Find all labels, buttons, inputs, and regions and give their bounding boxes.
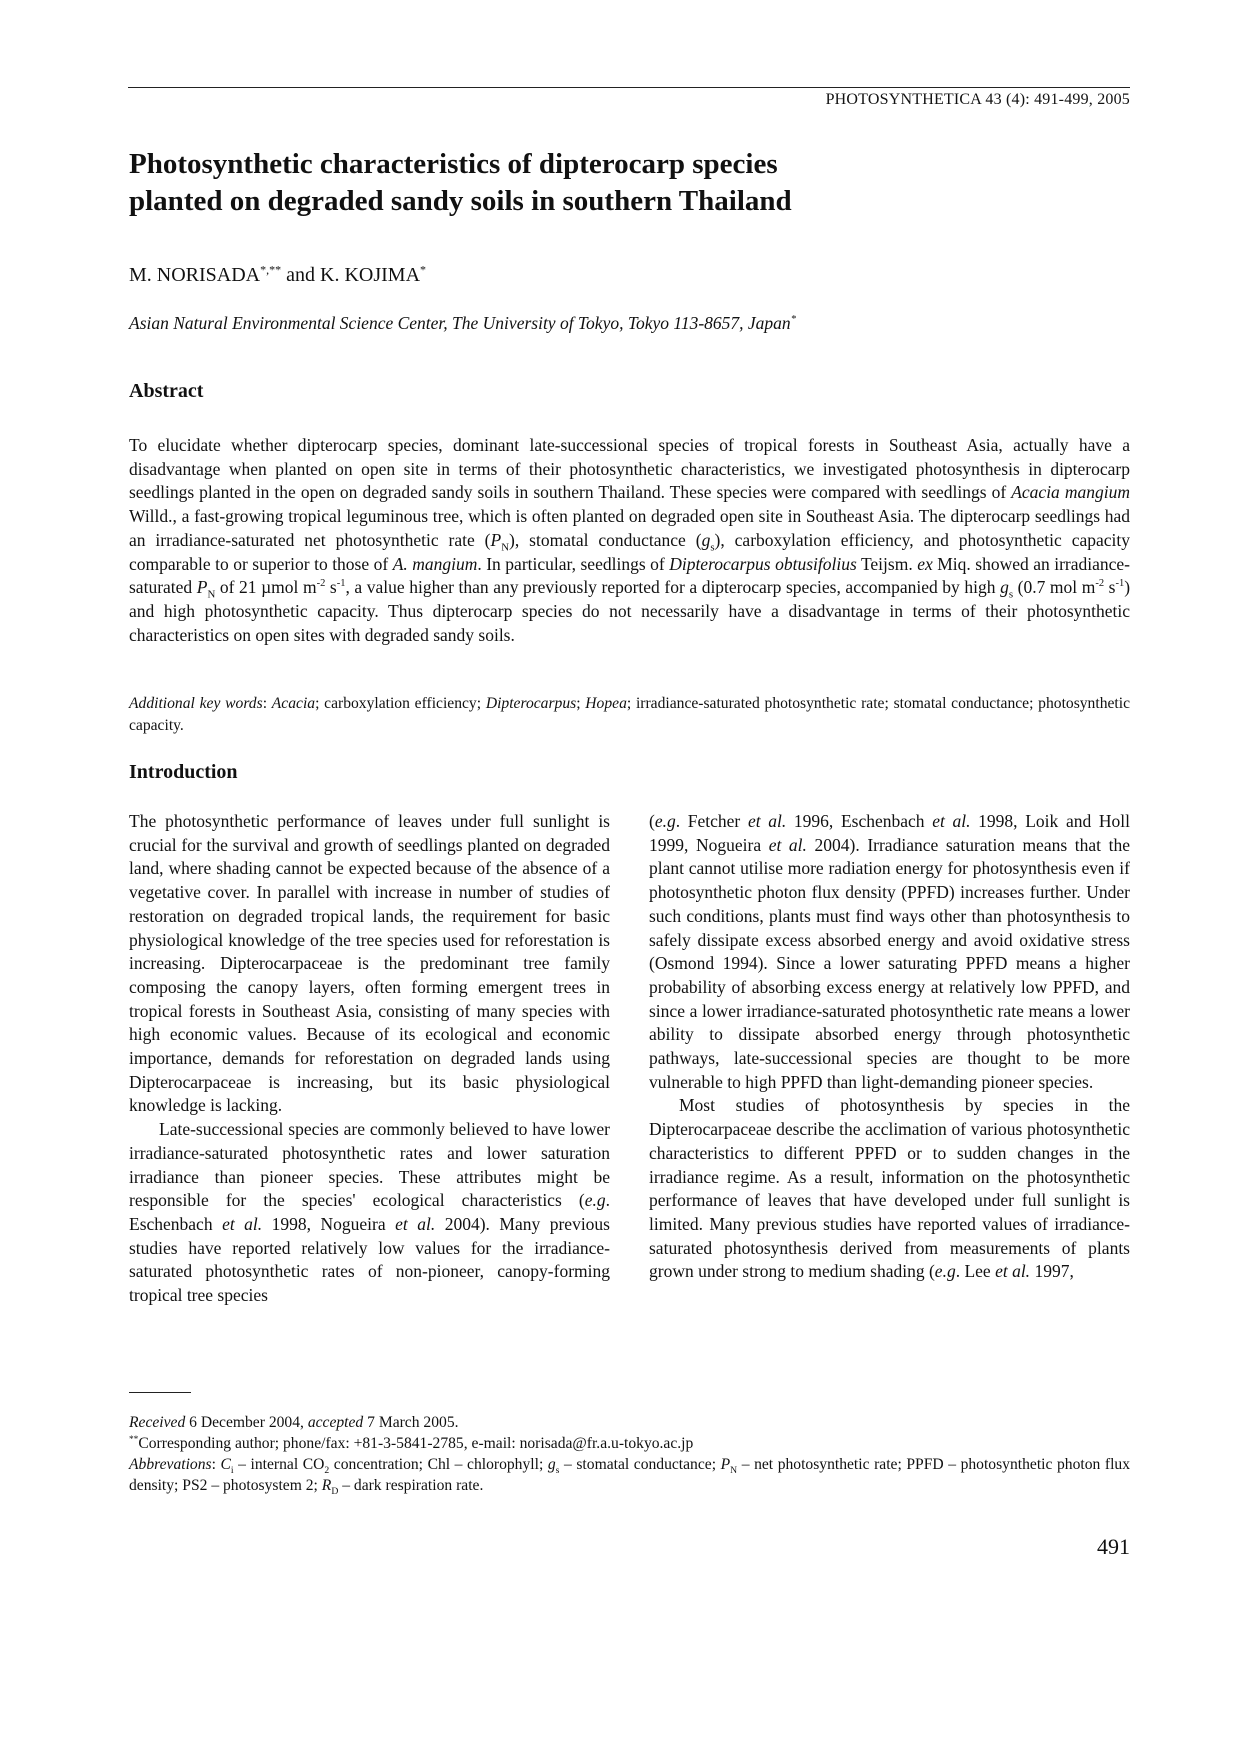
- intro-paragraph-1: The photosynthetic performance of leaves under full sunlight is crucial for the survival and growth of seedlings planted on degraded land, where shading cannot be expected because of the absence of a vegetative cover. In parallel with increase in number of studies of restoration on degraded tropical lands, the requirement for basic physiological knowledge of the tree species used for reforestation is increasing. Dipterocarpaceae is the predominant tree family composing the canopy layers, often forming emergent trees in tropical forests in Southeast Asia, consisting of many species with high economic values. Because of its ecological and economic importance, demands for reforestation on degraded lands using Dipterocarpaceae is increasing, but its basic physiological knowledge is lacking.: [129, 811, 610, 1116]
- author-1: M. NORISADA: [129, 264, 261, 286]
- author-1-marks: *,**: [260, 262, 282, 277]
- title-line-2: planted on degraded sandy soils in southern Thailand: [129, 185, 792, 217]
- abstract-heading: Abstract: [129, 380, 204, 402]
- journal-citation: PHOTOSYNTHETICA 43 (4): 491-499, 2005: [825, 91, 1130, 108]
- intro-paragraph-3: Most studies of photosynthesis by species in the Dipterocarpaceae describe the acclimation of various photosynthetic characteristics to different PPFD or to sudden changes in the irradiance regime. As a result, information on the photosynthetic performance of leaves that have developed under full sunlight is limited. Many previous studies have reported values of irradiance-saturated photosynthesis derived from measurements of plants grown under strong to medium shading (e.g. Lee et al. 1997,: [649, 1095, 1130, 1282]
- footnote-abbreviations: Abbrevations: $C_i$ – internal $CO_2$ concentration; Chl – chlorophyll; $g_s$ – stomatal conductance; $P_N$ – net photosynthetic rate; PPFD – photosynthetic photon flux density; PS2 – photosystem 2; $R_D$ – dark respiration rate.: [129, 1456, 1130, 1498]
- article-title: [129, 146, 1029, 220]
- author-2: K. KOJIMA: [320, 264, 421, 286]
- header-rule: [128, 87, 1130, 88]
- title-line-1: Photosynthetic characteristics of dipterocarp species: [129, 148, 778, 180]
- introduction-heading: Introduction: [129, 761, 238, 783]
- footnote-corresponding: **Corresponding author; phone/fax: +81-3-5841-2785, e-mail: norisada@fr.a.u-tokyo.ac.jp: [129, 1434, 694, 1452]
- keywords: Additional key words: Acacia; carboxylation efficiency; Dipterocarpus; Hopea; irradiance-saturated photosynthetic rate; stomatal conductance; photosynthetic capacity.: [129, 695, 1130, 734]
- footnotes: [129, 1412, 1130, 1496]
- footnote-rule: [129, 1392, 191, 1393]
- author-conjunction: and: [281, 264, 321, 286]
- page-number: 491: [1097, 1534, 1130, 1559]
- intro-column-right: [649, 810, 1130, 1284]
- author-2-marks: *: [420, 262, 427, 277]
- affiliation: [129, 313, 796, 334]
- intro-column-left: [129, 810, 610, 1308]
- intro-paragraph-2-cont: (e.g. Fetcher et al. 1996, Eschenbach et al. 1998, Loik and Holl 1999, Nogueira et al. 2004). Irradiance saturation means that the plant cannot utilise more radiation energy for photosynthesis even if photosynthetic photon flux density (PPFD) increases further. Under such conditions, plants must find ways other than photosynthesis to safely dissipate excess absorbed energy and avoid oxidative stress (Osmond 1994). Since a lower saturating PPFD means a higher probability of absorbing excess energy at relatively low PPFD, and since a lower irradiance-saturated photosynthetic rate means a lower ability to dissipate absorbed energy through photosynthetic pathways, late-successional species are thought to be more vulnerable to high PPFD than light-demanding pioneer species.: [649, 811, 1130, 1092]
- affiliation-text: Asian Natural Environmental Science Center, The University of Tokyo, Tokyo 113-8657, Japan: [129, 313, 791, 333]
- authors: [129, 264, 426, 287]
- abstract-text: To elucidate whether dipterocarp species, dominant late-successional species of tropical forests in Southeast Asia, actually have a disadvantage when planted on open site in terms of their photosynthetic characteristics, we investigated photosynthesis in dipterocarp seedlings planted in the open on degraded sandy soils in southern Thailand. These species were compared with seedlings of Acacia mangium Willd., a fast-growing tropical leguminous tree, which is often planted on degraded open site in Southeast Asia. The dipterocarp seedlings had an irradiance-saturated net photosynthetic rate $(P_N)$, stomatal conductance $(g_s)$, carboxylation efficiency, and photosynthetic capacity comparable to or superior to those of A. mangium. In particular, seedlings of Dipterocarpus obtusifolius Teijsm. ex Miq. showed an irradiance-saturated $P_N$ of 21 µmol $m^{-2}$ $s^{-1}$, a value higher than any previously reported for a dipterocarp species, accompanied by high $g_s$ (0.7 mol $m^{-2}$ $s^{-1}$) and high photosynthetic capacity. Thus dipterocarp species do not necessarily have a disadvantage in terms of their photosynthetic characteristics on open sites with degraded sandy soils.: [129, 435, 1131, 645]
- footnote-received: Received 6 December 2004, accepted 7 March 2005.: [129, 1414, 459, 1431]
- affiliation-mark: *: [790, 314, 796, 326]
- intro-paragraph-2: Late-successional species are commonly believed to have lower irradiance-saturated photosynthetic rates and lower saturation irradiance than pioneer species. These attributes might be responsible for the species' ecological characteristics (e.g. Eschenbach et al. 1998, Nogueira et al. 2004). Many previous studies have reported relatively low values for the irradiance-saturated photosynthetic rates of non-pioneer, canopy-forming tropical tree species: [129, 1119, 610, 1306]
